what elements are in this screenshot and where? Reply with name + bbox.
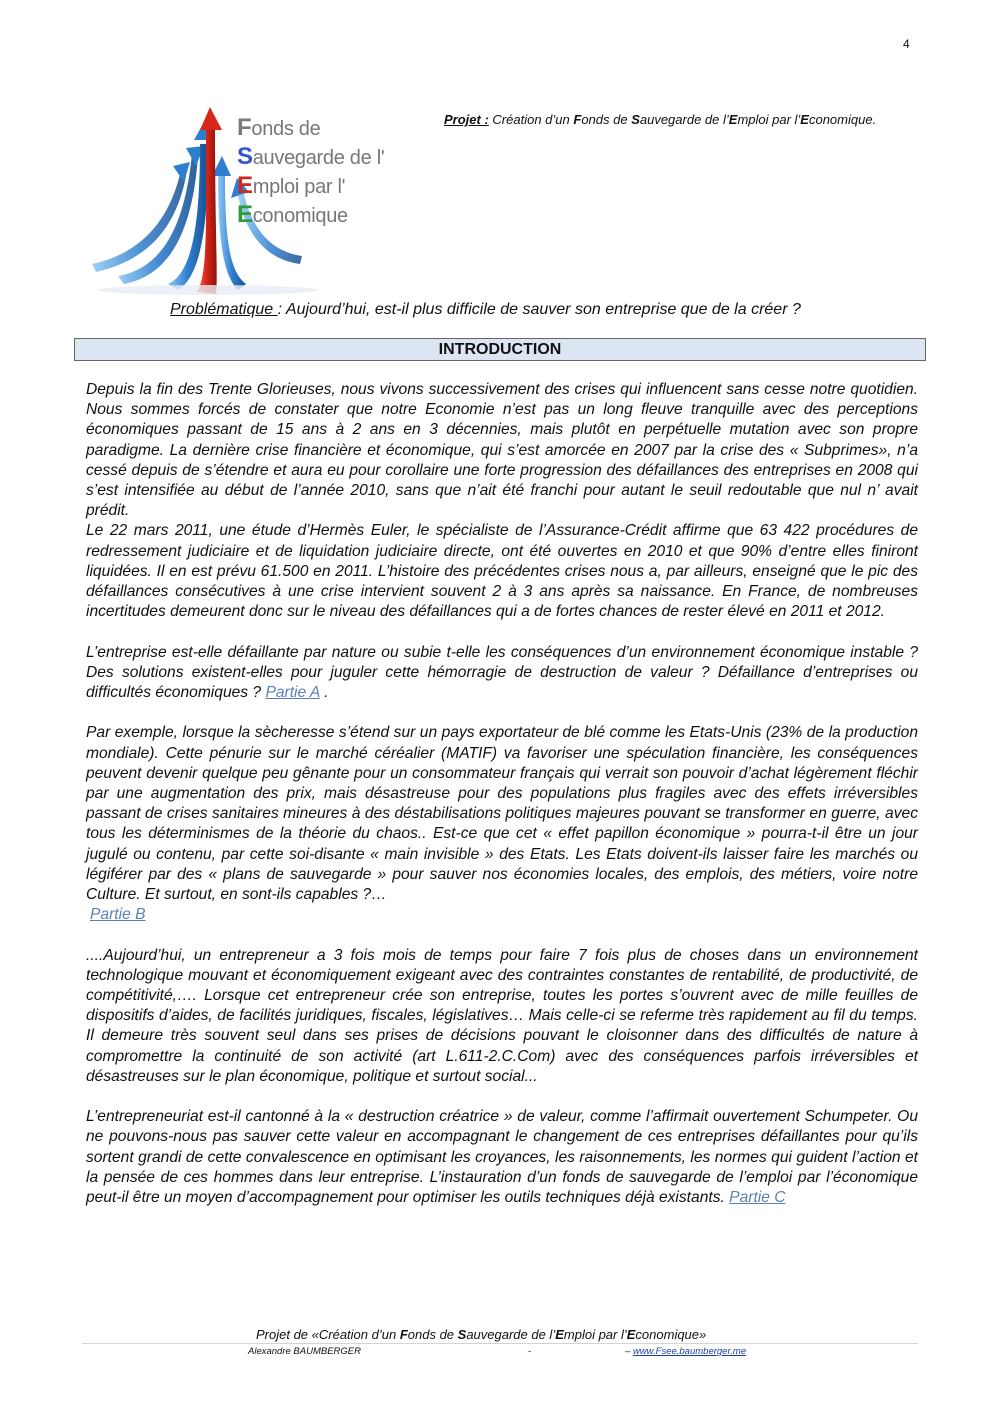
- paragraph-context: Depuis la fin des Trente Glorieuses, nous vivons successivement des crises qui influencent sans cesse notre quotidien. Nous sommes forcés de constater que notre Economie n’est pas un long fleuve tranquille avec des perceptions économiques passant de 15 ans à 2 ans en 3 décennies, mais plutôt en perpétuelle mutation avec son propre paradigme. La dernière crise financière et économique, qui s’est amorcée en 2007 par la crise des « Subprimes», n’a cessé depuis de s’étendre et aura eu pour corollaire une forte progression des défaillances des entreprises en 2008 qui s’est intensifiée au début de l’année 2010, sans que n’ait été franchi pour autant le seuil redoutable que nul n’ avait prédit.: [86, 381, 918, 520]
- website-link[interactable]: www.Fsee.baumberger.me: [632, 1346, 747, 1357]
- partie-c-link[interactable]: Partie C: [729, 1189, 786, 1207]
- problem-text: : Aujourd’hui, est-il plus difficile de sauver son entreprise que de la créer ?: [277, 301, 801, 318]
- partie-a-link[interactable]: Partie A: [265, 684, 320, 702]
- paragraph-entrepreneur: ....Aujourd’hui, un entrepreneur a 3 fois mois de temps pour faire 7 fois plus de choses dans un environnement technologique mouvant et économiquement exigeant avec des contraintes constantes de rentabilité, de productivité, de compétitivité,…. Lorsque cet entrepreneur crée son entreprise, toutes les portes s’ouvrent avec de mille feuilles de dispositifs d’aides, de facilités juridiques, fiscales, législatives… Mais celle-ci se referme très rapidement au fil du temps. Il demeure très souvent seul dans ses prises de décisions pouvant le cloisonner dans des difficultés de nature à compromettre la continuité de son activité (art L.611-2.C.Com) avec des conséquences parfois irréversibles et désastreuses sur le plan économique, politique et surtout social...: [86, 946, 918, 1085]
- logo-word-economique: Economique: [237, 201, 348, 228]
- paragraph-question-a: L’entreprise est-elle défaillante par nature ou subie t-elle les conséquences d’un environnement économique instable ? Des solutions existent-elles pour juguler cette hémorragie de destruction de valeur ? Défaillance d’entreprises ou difficultés économiques ? Partie A .: [86, 643, 918, 702]
- project-line: Projet : Création d’un Fonds de Sauvegarde de l’Emploi par l’Economique.: [444, 112, 877, 127]
- paragraph-question-c: L’entrepreneuriat est-il cantonné à la « destruction créatrice » de valeur, comme l’affirmait ouvertement Schumpeter. Ou ne pouvons-nous pas sauver cette valeur en accompagnant le changement de ces entreprises défaillantes pour qu’ils sortent grandi de cette convalescence en optimisant les croyances, les raisonnements, les normes qui guident l’action et la pensée de ces hommes dans leur entreprise. L’instauration d’un fonds de sauvegarde de l’emploi par l’économique peut-il être un moyen d’accompagnement pour optimiser les outils techniques déjà existants. Partie C: [86, 1108, 918, 1207]
- project-label: Projet :: [444, 112, 489, 127]
- footer-title: Projet de «Création d’un Fonds de Sauvegarde de l’Emploi par l’Economique»: [256, 1327, 707, 1342]
- footer-separator: -: [528, 1346, 532, 1357]
- introduction-heading: INTRODUCTION: [74, 338, 926, 361]
- problem-label: Problématique: [170, 301, 278, 318]
- paragraph-statistics: Le 22 mars 2011, une étude d’Hermès Euler, le spécialiste de l’Assurance-Crédit affirme que 63 422 procédures de redressement judiciaire et de liquidation judiciaire directe, ont été ouvertes en 2010 et que 90% d’entre elles finiront liquidées. Il en est prévu 61.500 en 2011. L’histoire des précédentes crises nous a, par ailleurs, enseigné que le pic des défaillances consécutives à une crise intervient souvent 2 à 3 ans après sa naissance. En France, de nombreuses incertitudes demeurent donc sur le niveau des défaillances qui a de fortes chances de rester élevé en 2011 et 2012.: [86, 522, 918, 621]
- footer-website: – www.Fsee.baumberger.me: [625, 1346, 747, 1357]
- page-number: 4: [903, 37, 910, 51]
- introduction-body: [86, 380, 918, 1228]
- logo-word-sauvegarde: Sauvegarde de l': [237, 143, 385, 170]
- logo-wordmark: [237, 114, 384, 230]
- logo-word-emploi: Emploi par l': [237, 172, 346, 199]
- logo-word-fonds: Fonds de: [237, 114, 321, 141]
- paragraph-example-b: Par exemple, lorsque la sècheresse s’étend sur un pays exportateur de blé comme les Etats-Unis (23% de la production mondiale). Cette pénurie sur le marché céréalier (MATIF) va favoriser une spéculation financière, les conséquences peuvent devenir quelque peu gênante pour un consommateur français qui verrait son pouvoir d’achat légèrement fléchir par une augmentation des prix, mais désastreuse pour des populations plus fragiles avec des effets irréversibles passant de crises sanitaires mineures à des déstabilisations politiques majeures pouvant se transformer en guerre, avec tous les déterminismes de la théorie du chaos.. Est-ce que cet « effet papillon économique » pourra-t-il être un jour jugulé ou contenu, par cette soi-disante « main invisible » des Etats. Les Etats doivent-ils laisser faire les marchés ou légiférer par des « plans de sauvegarde » pour sauver nos économies locales, des emplois, des métiers, voire notre Culture. Et surtout, en sont-ils capables ?… Partie B: [86, 724, 918, 924]
- problem-statement: [170, 301, 801, 319]
- footer-author: Alexandre BAUMBERGER: [248, 1346, 361, 1357]
- partie-b-link[interactable]: Partie B: [90, 906, 146, 924]
- footer-divider: [82, 1343, 918, 1344]
- fsee-logo: [88, 104, 408, 296]
